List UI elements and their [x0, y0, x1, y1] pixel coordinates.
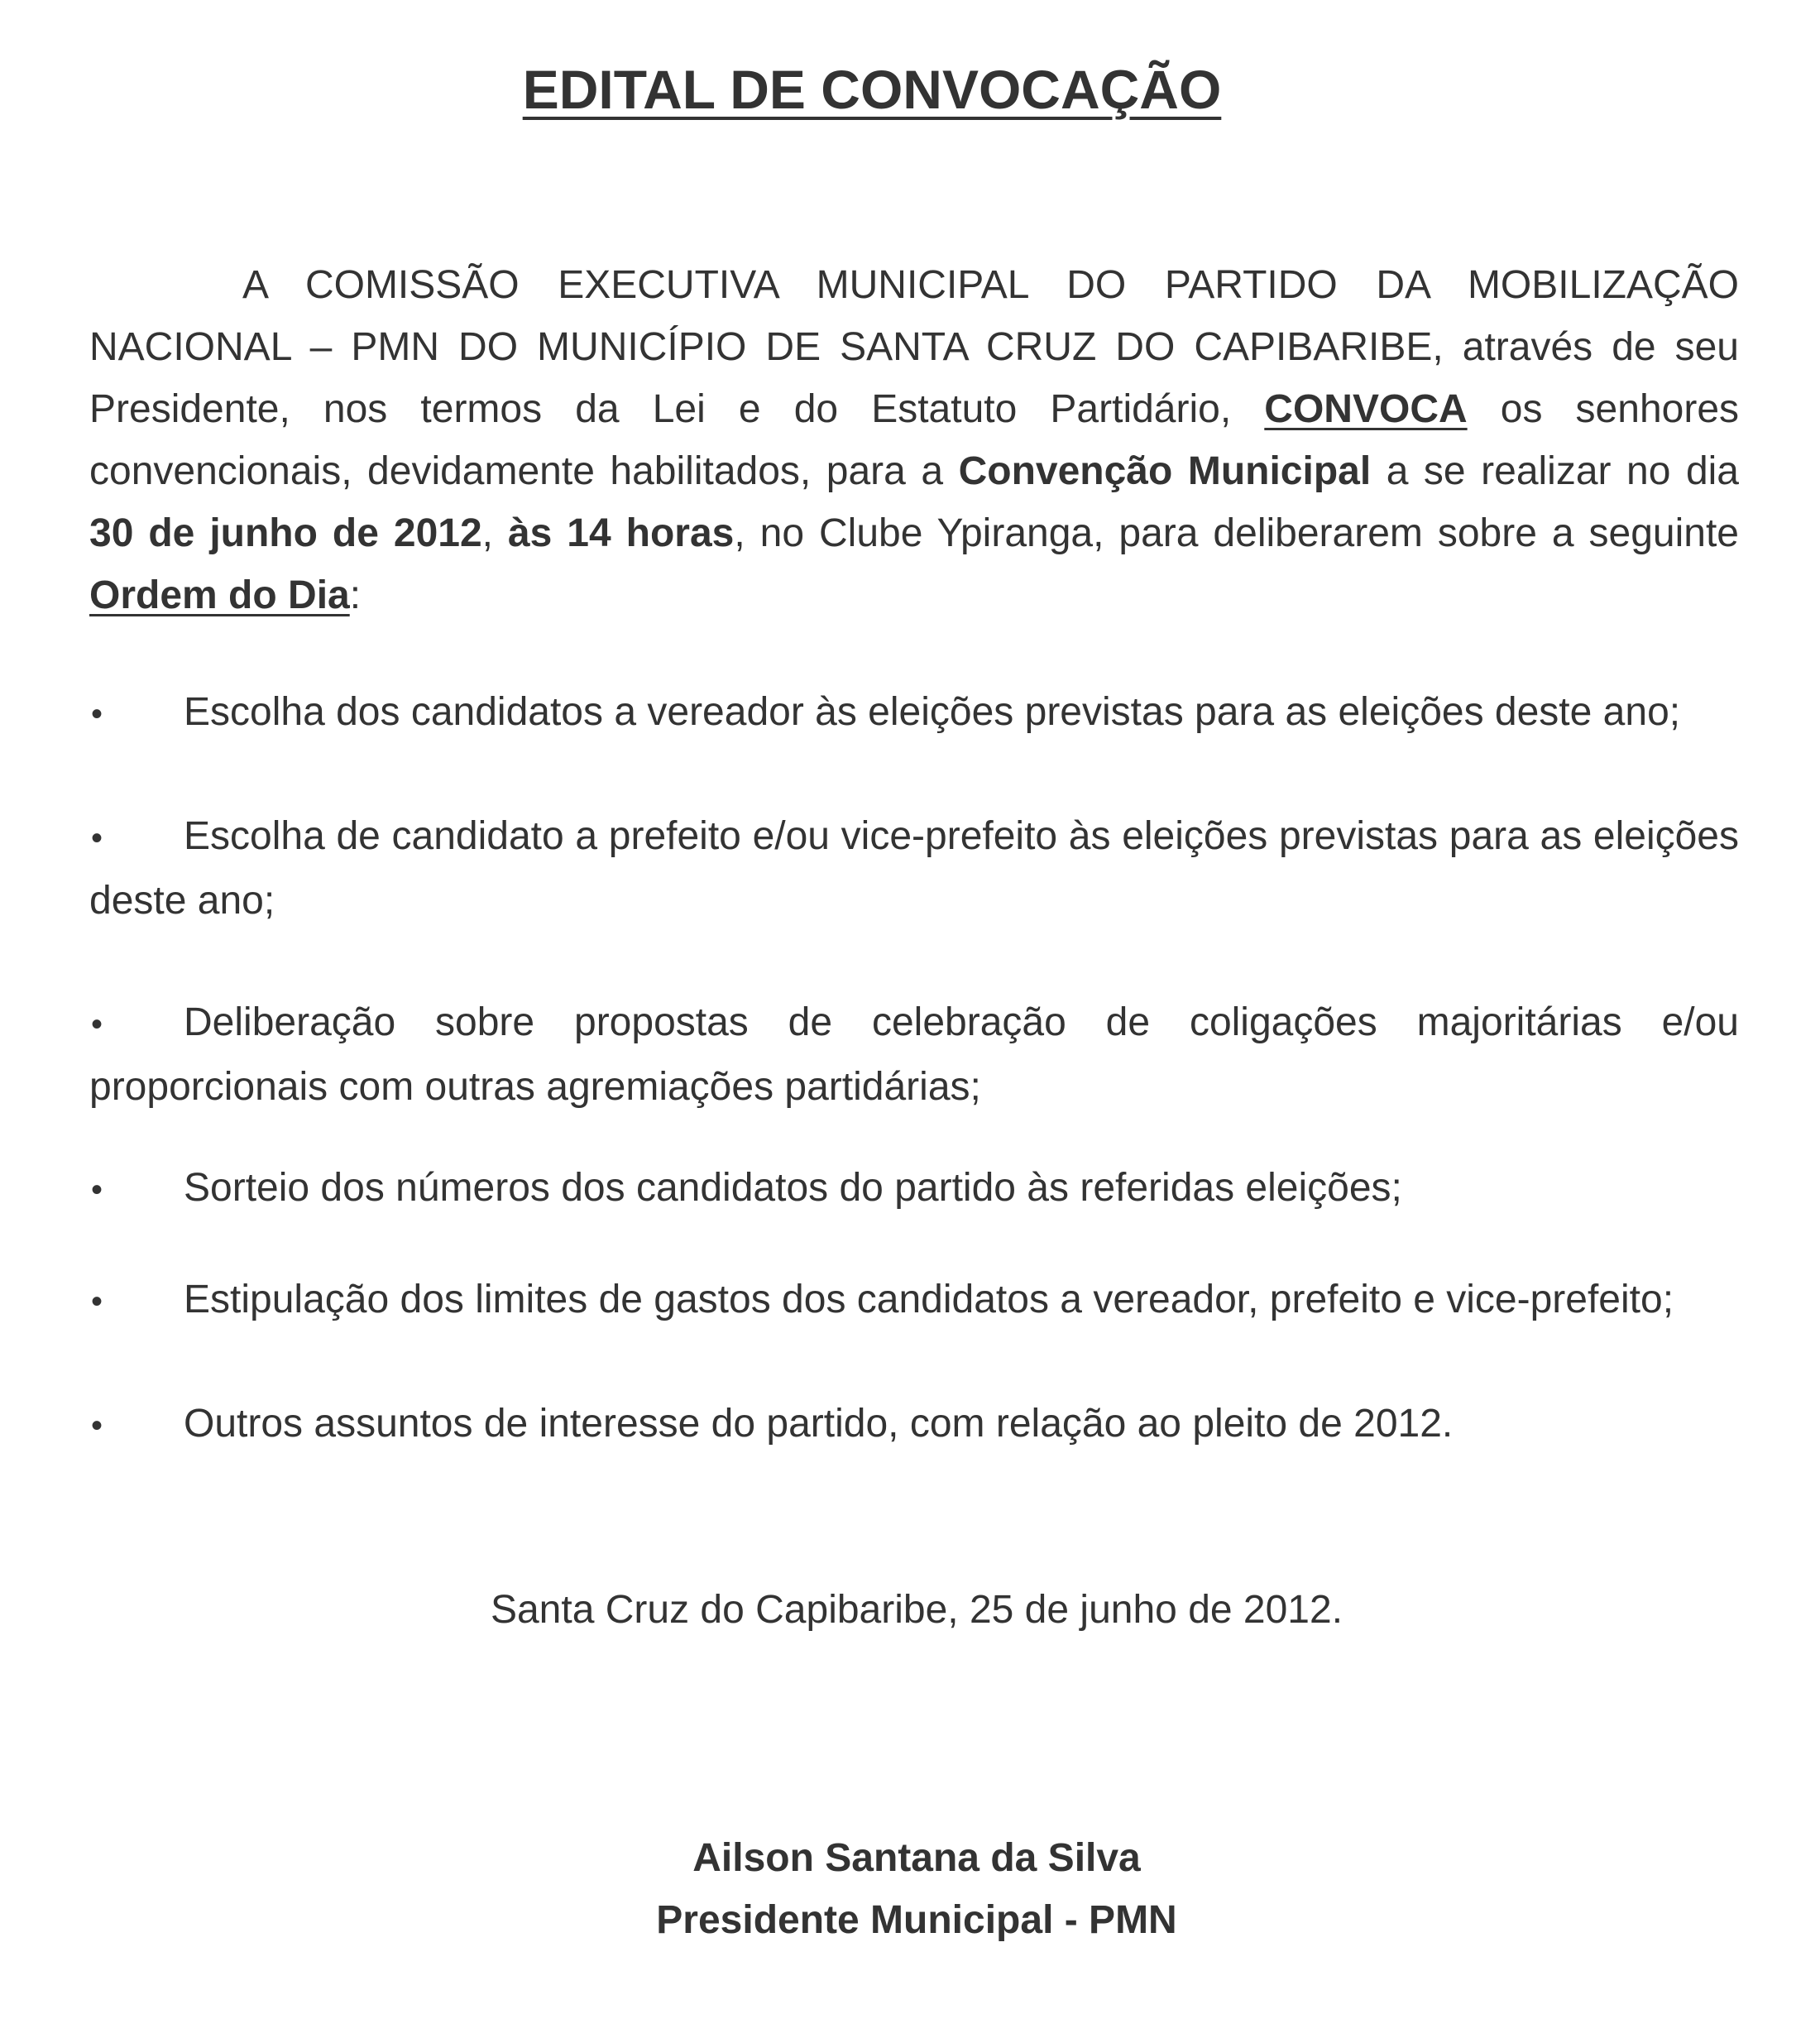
agenda-item-text: Escolha dos candidatos a vereador às eleições previstas para as eleições deste ano; [184, 690, 1681, 734]
convoca-keyword: CONVOCA [1264, 387, 1468, 431]
convention-time: às 14 horas [507, 511, 735, 555]
agenda-item-text: Estipulação dos limites de gastos dos candidatos a vereador, prefeito e vice-prefeito; [184, 1278, 1674, 1321]
place-and-date: Santa Cruz do Capibaribe, 25 de junho de 2012. [490, 1588, 1343, 1632]
agenda-item-text: Outros assuntos de interesse do partido, com relação ao pleito de 2012. [184, 1402, 1454, 1446]
bullet-icon: • [91, 1408, 103, 1444]
intro-text-4: , no Clube Ypiranga, para deliberarem sobre a seguinte [734, 511, 1739, 555]
agenda-item [89, 681, 1739, 746]
signatory-name: Ailson Santana da Silva [692, 1836, 1141, 1880]
agenda-item [89, 1393, 1739, 1457]
signatory-role: Presidente Municipal - PMN [656, 1898, 1177, 1942]
agenda-item-text: Sorteio dos números dos candidatos do partido às referidas eleições; [184, 1166, 1402, 1210]
convencao-municipal: Convenção Municipal [958, 449, 1372, 493]
agenda-item [89, 1157, 1739, 1221]
agenda-item [89, 805, 1739, 932]
bullet-icon: • [91, 820, 103, 856]
ordem-do-dia: Ordem do Dia [89, 573, 350, 617]
intro-comma: , [481, 511, 508, 555]
convention-date: 30 de junho de 2012 [89, 511, 482, 555]
bullet-icon: • [91, 1283, 103, 1320]
intro-text-2: os senhores convencionais, devidamente habilitados, para a [89, 387, 1740, 493]
bullet-icon: • [91, 696, 103, 732]
bullet-icon: • [91, 1172, 103, 1208]
agenda-item [89, 991, 1739, 1118]
intro-text-3: a se realizar no dia [1371, 449, 1740, 493]
agenda-item [89, 1268, 1739, 1333]
agenda-item-text: Deliberação sobre propostas de celebração de coligações majoritárias e/ou proporcionais com outras agremiações partidárias; [89, 1000, 1739, 1109]
intro-text-1: A COMISSÃO EXECUTIVA MUNICIPAL DO PARTIDO DA MOBILIZAÇÃO NACIONAL – PMN DO MUNICÍPIO DE SANTA CRUZ DO CAPIBARIBE, através de seu Presidente, nos termos da Lei e do Estatuto Partidário, [89, 263, 1739, 431]
agenda-item-text: Escolha de candidato a prefeito e/ou vice-prefeito às eleições previstas para as eleições deste ano; [89, 814, 1739, 923]
intro-colon: : [349, 573, 362, 617]
bullet-icon: • [91, 1006, 103, 1043]
document-title: EDITAL DE CONVOCAÇÃO [522, 59, 1222, 120]
intro-paragraph [89, 254, 1739, 626]
